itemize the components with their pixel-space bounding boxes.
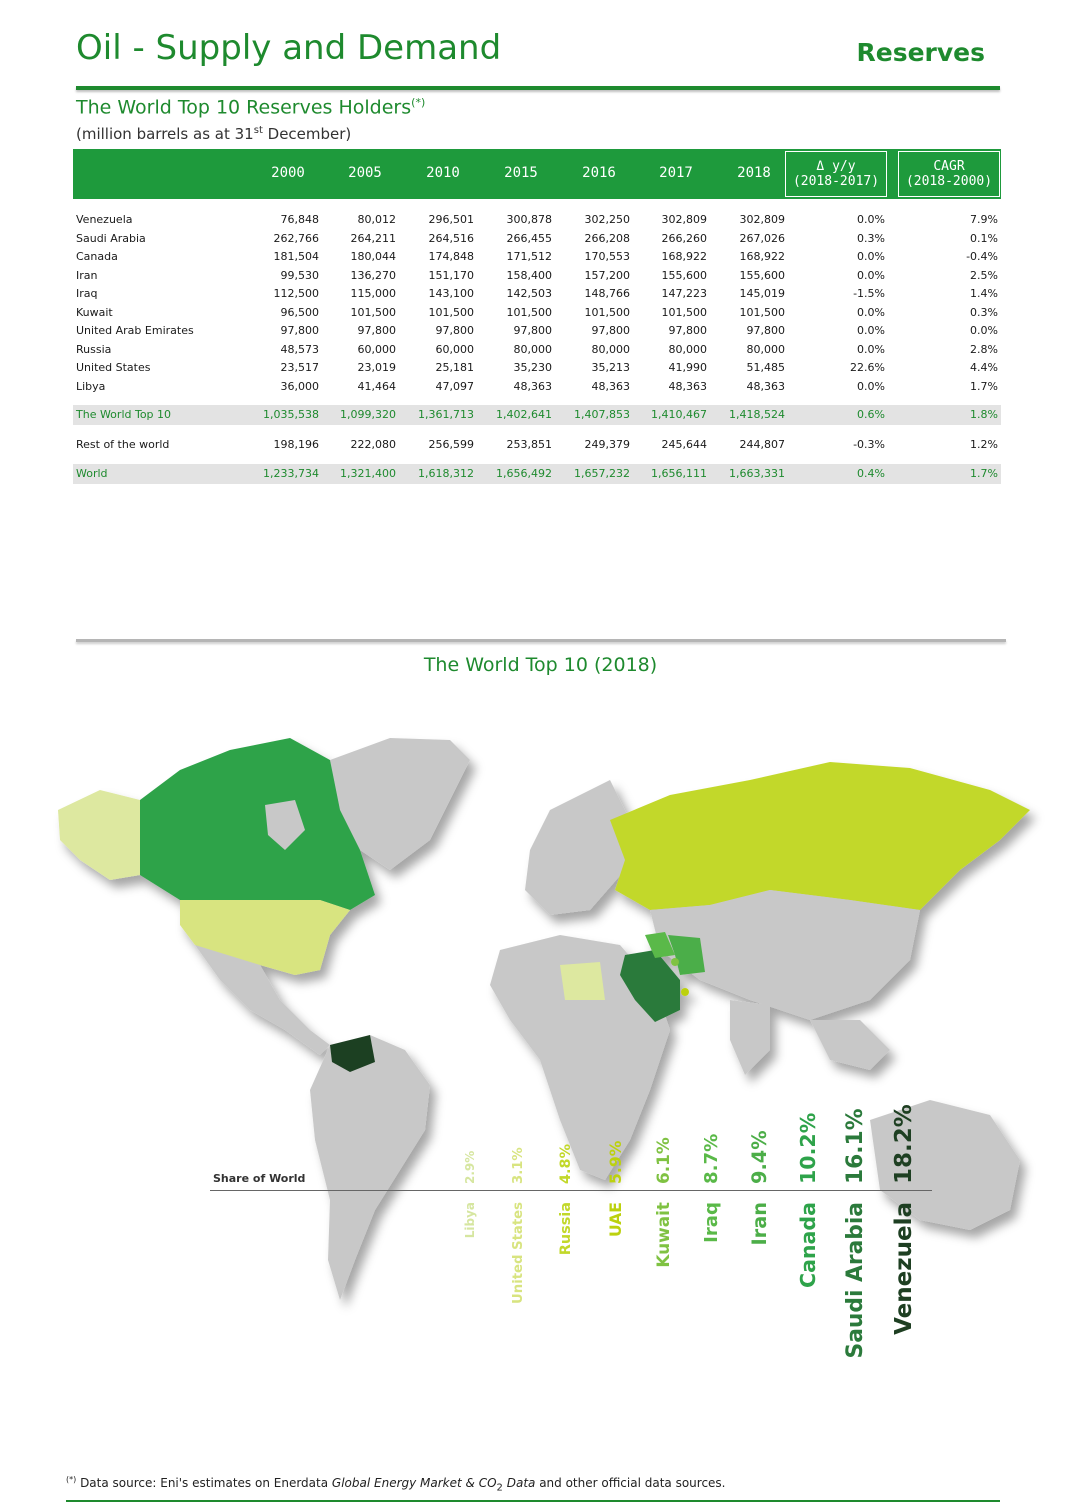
row-cagr: 2.8% xyxy=(970,342,998,356)
row-value: 80,000 xyxy=(746,342,785,356)
share-value: 5.9% xyxy=(605,1140,625,1184)
footnote-italic: Global Energy Market & CO xyxy=(331,1476,497,1490)
year-header: 2015 xyxy=(504,165,538,181)
row-value: 1,099,320 xyxy=(340,408,396,421)
row-delta: -1.5% xyxy=(853,287,885,300)
row-value: 48,573 xyxy=(280,342,319,356)
share-country: Saudi Arabia xyxy=(843,1202,868,1359)
southeast-asia-shape xyxy=(810,1020,890,1070)
table-row xyxy=(73,322,1001,340)
year-header: 2010 xyxy=(426,165,460,181)
row-value: 249,379 xyxy=(584,438,630,451)
year-header: 2018 xyxy=(737,165,771,181)
row-delta: 0.4% xyxy=(857,467,885,480)
row-value: 264,516 xyxy=(428,231,474,245)
south-america-shape xyxy=(310,1035,430,1300)
share-country: Venezuela xyxy=(890,1202,917,1335)
share-country: Iraq xyxy=(700,1202,722,1243)
row-value: 76,848 xyxy=(280,213,319,226)
footnote-text-a: Data source: Eni's estimates on Enerdata xyxy=(76,1476,332,1490)
row-name: Russia xyxy=(76,342,112,356)
page-title: Oil - Supply and Demand xyxy=(76,28,502,68)
row-value: 115,000 xyxy=(350,287,396,300)
row-name: The World Top 10 xyxy=(76,408,172,421)
share-country: Canada xyxy=(795,1202,820,1289)
row-delta: 22.6% xyxy=(850,361,885,374)
table-row xyxy=(73,248,1001,266)
table-row xyxy=(73,230,1001,248)
row-name: Rest of the world xyxy=(76,438,170,451)
kuwait-shape xyxy=(671,958,679,966)
row-value: 244,807 xyxy=(739,438,785,451)
row-value: 245,644 xyxy=(661,438,707,451)
row-value: 266,260 xyxy=(661,231,707,245)
cagr-header-line2: (2018-2000) xyxy=(905,174,993,189)
row-value: 60,000 xyxy=(357,342,396,356)
footnote xyxy=(66,1475,726,1493)
row-cagr: 2.5% xyxy=(970,268,998,282)
year-header: 2005 xyxy=(348,165,382,181)
row-value: 302,250 xyxy=(584,213,630,226)
row-value: 1,657,232 xyxy=(574,467,630,480)
row-value: 1,618,312 xyxy=(418,467,474,480)
delta-header-line1: Δ y/y xyxy=(816,159,856,174)
units-suffix: December) xyxy=(262,125,352,143)
share-value: 2.9% xyxy=(463,1150,477,1184)
row-value: 168,922 xyxy=(661,250,707,263)
share-country: United States xyxy=(510,1202,526,1304)
share-value: 10.2% xyxy=(795,1112,820,1184)
row-value: 41,464 xyxy=(357,379,396,393)
share-value: 9.4% xyxy=(748,1130,771,1184)
row-delta: 0.0% xyxy=(857,250,885,263)
row-value: 97,800 xyxy=(591,324,630,337)
year-header: 2000 xyxy=(271,165,305,181)
row-value: 35,230 xyxy=(513,361,552,374)
cagr-header-line1: CAGR xyxy=(933,159,965,174)
row-value: 168,922 xyxy=(739,250,785,263)
row-name: Libya xyxy=(76,379,106,393)
row-name: United Arab Emirates xyxy=(76,324,194,337)
row-value: 80,012 xyxy=(357,213,396,226)
alaska-shape xyxy=(58,790,140,880)
row-value: 296,501 xyxy=(428,213,474,226)
row-value: 80,000 xyxy=(591,342,630,356)
row-cagr: 0.3% xyxy=(970,305,998,319)
header-rule xyxy=(76,86,1000,90)
libya-shape xyxy=(560,962,605,1000)
row-value: 302,809 xyxy=(739,213,785,226)
table-title xyxy=(76,96,425,118)
row-value: 157,200 xyxy=(584,268,630,282)
row-cagr: -0.4% xyxy=(966,250,998,263)
row-value: 256,599 xyxy=(428,438,474,451)
map-title: The World Top 10 (2018) xyxy=(423,654,658,676)
year-header: 2017 xyxy=(659,165,693,181)
row-value: 1,361,713 xyxy=(418,408,474,421)
row-cagr: 1.7% xyxy=(970,379,998,393)
row-cagr: 1.4% xyxy=(970,287,998,300)
row-delta: 0.6% xyxy=(857,408,885,421)
footnote-italic2: Data xyxy=(502,1476,536,1490)
table-row xyxy=(73,464,1001,484)
row-cagr: 0.0% xyxy=(970,324,998,337)
row-value: 155,600 xyxy=(739,268,785,282)
row-value: 1,233,734 xyxy=(263,467,319,480)
row-delta: 0.0% xyxy=(857,268,885,282)
row-cagr: 4.4% xyxy=(970,361,998,374)
row-value: 23,517 xyxy=(280,361,319,374)
row-value: 1,321,400 xyxy=(340,467,396,480)
row-value: 1,418,524 xyxy=(729,408,785,421)
row-value: 97,800 xyxy=(435,324,474,337)
row-value: 1,656,111 xyxy=(651,467,707,480)
row-name: Canada xyxy=(76,250,118,263)
row-value: 51,485 xyxy=(746,361,785,374)
row-value: 48,363 xyxy=(513,379,552,393)
row-cagr: 1.7% xyxy=(970,467,998,480)
row-value: 142,503 xyxy=(506,287,552,300)
section-label: Reserves xyxy=(856,38,985,67)
share-country: Kuwait xyxy=(653,1202,673,1268)
row-value: 181,504 xyxy=(273,250,319,263)
share-country: UAE xyxy=(605,1202,625,1238)
share-axis-line xyxy=(210,1190,932,1191)
row-value: 267,026 xyxy=(739,231,785,245)
row-value: 198,196 xyxy=(273,438,319,451)
row-value: 148,766 xyxy=(584,287,630,300)
row-value: 101,500 xyxy=(350,305,396,319)
table-row xyxy=(73,436,1001,454)
share-country: Russia xyxy=(558,1202,574,1256)
row-value: 48,363 xyxy=(746,379,785,393)
row-value: 266,208 xyxy=(584,231,630,245)
table-row xyxy=(73,211,1001,229)
row-value: 155,600 xyxy=(661,268,707,282)
footnote-sub: 2 xyxy=(496,1482,503,1494)
row-value: 97,800 xyxy=(357,324,396,337)
row-name: World xyxy=(76,467,108,480)
uae-shape xyxy=(681,988,689,996)
row-name: Iran xyxy=(76,268,98,282)
share-value: 3.1% xyxy=(510,1147,526,1184)
row-value: 60,000 xyxy=(435,342,474,356)
row-value: 1,663,331 xyxy=(729,467,785,480)
row-value: 112,500 xyxy=(273,287,319,300)
russia-shape xyxy=(610,762,1030,910)
delta-header-line2: (2018-2017) xyxy=(792,174,880,189)
row-value: 101,500 xyxy=(506,305,552,319)
row-value: 143,100 xyxy=(428,287,474,300)
share-value: 8.7% xyxy=(700,1133,722,1184)
row-value: 96,500 xyxy=(280,305,319,319)
table-row xyxy=(73,304,1001,322)
row-value: 97,800 xyxy=(280,324,319,337)
row-value: 99,530 xyxy=(280,268,319,282)
row-cagr: 1.2% xyxy=(970,438,998,451)
row-value: 48,363 xyxy=(668,379,707,393)
share-value: 6.1% xyxy=(653,1137,673,1184)
share-value: 18.2% xyxy=(890,1104,917,1184)
table-row xyxy=(73,405,1001,425)
share-of-world-label: Share of World xyxy=(213,1172,306,1185)
row-value: 1,407,853 xyxy=(574,408,630,421)
row-delta: 0.0% xyxy=(857,213,885,226)
row-value: 101,500 xyxy=(661,305,707,319)
row-delta: 0.0% xyxy=(857,305,885,319)
footer-rule xyxy=(66,1500,1000,1502)
table-row xyxy=(73,341,1001,359)
row-name: Saudi Arabia xyxy=(76,231,146,245)
units-sup: st xyxy=(253,125,263,136)
row-value: 97,800 xyxy=(513,324,552,337)
row-value: 47,097 xyxy=(435,379,474,393)
row-value: 1,035,538 xyxy=(263,408,319,421)
row-cagr: 1.8% xyxy=(970,408,998,421)
row-value: 180,044 xyxy=(350,250,396,263)
row-value: 1,410,467 xyxy=(651,408,707,421)
table-row xyxy=(73,359,1001,377)
row-value: 1,402,641 xyxy=(496,408,552,421)
row-value: 222,080 xyxy=(350,438,396,451)
row-value: 80,000 xyxy=(668,342,707,356)
row-value: 136,270 xyxy=(350,268,396,282)
share-value: 16.1% xyxy=(843,1108,868,1184)
row-value: 80,000 xyxy=(513,342,552,356)
row-value: 171,512 xyxy=(506,250,552,263)
row-delta: 0.0% xyxy=(857,342,885,356)
row-value: 36,000 xyxy=(280,379,319,393)
table-row xyxy=(73,378,1001,396)
row-value: 151,170 xyxy=(428,268,474,282)
row-value: 262,766 xyxy=(273,231,319,245)
section-rule xyxy=(76,639,1006,642)
table-title-text: The World Top 10 Reserves Holders xyxy=(76,96,412,119)
table-title-marker: (*) xyxy=(411,96,426,109)
share-country: Iran xyxy=(748,1202,771,1246)
row-value: 266,455 xyxy=(506,231,552,245)
row-cagr: 0.1% xyxy=(970,231,998,245)
share-value: 4.8% xyxy=(558,1143,574,1184)
row-value: 147,223 xyxy=(661,287,707,300)
row-value: 101,500 xyxy=(584,305,630,319)
row-delta: -0.3% xyxy=(853,438,885,451)
row-delta: 0.0% xyxy=(857,324,885,337)
row-value: 170,553 xyxy=(584,250,630,263)
row-cagr: 7.9% xyxy=(970,213,998,226)
table-row xyxy=(73,285,1001,303)
row-value: 41,990 xyxy=(668,361,707,374)
row-name: Kuwait xyxy=(76,305,113,319)
row-value: 97,800 xyxy=(746,324,785,337)
cagr-header xyxy=(898,151,1000,197)
row-value: 174,848 xyxy=(428,250,474,263)
row-name: Venezuela xyxy=(76,213,133,226)
row-value: 23,019 xyxy=(357,361,396,374)
row-value: 35,213 xyxy=(591,361,630,374)
usa-shape xyxy=(180,900,350,975)
row-value: 302,809 xyxy=(661,213,707,226)
row-value: 145,019 xyxy=(739,287,785,300)
row-value: 253,851 xyxy=(506,438,552,451)
europe-shape xyxy=(525,780,630,915)
delta-header xyxy=(785,151,887,197)
row-name: United States xyxy=(76,361,151,374)
row-name: Iraq xyxy=(76,287,98,300)
table-units xyxy=(76,125,351,143)
footnote-text-b: and other official data sources. xyxy=(535,1476,726,1490)
row-value: 101,500 xyxy=(428,305,474,319)
row-value: 1,656,492 xyxy=(496,467,552,480)
year-header: 2016 xyxy=(582,165,616,181)
row-value: 300,878 xyxy=(506,213,552,226)
row-value: 97,800 xyxy=(668,324,707,337)
units-prefix: (million barrels as at 31 xyxy=(76,125,254,143)
table-header xyxy=(73,149,1001,199)
row-value: 48,363 xyxy=(591,379,630,393)
row-value: 101,500 xyxy=(739,305,785,319)
row-value: 25,181 xyxy=(435,361,474,374)
table-row xyxy=(73,267,1001,285)
row-delta: 0.3% xyxy=(857,231,885,245)
india-shape xyxy=(730,1000,770,1075)
row-delta: 0.0% xyxy=(857,379,885,393)
share-country: Libya xyxy=(463,1202,477,1239)
footnote-marker: (*) xyxy=(66,1475,77,1484)
row-value: 264,211 xyxy=(350,231,396,245)
row-value: 158,400 xyxy=(506,268,552,282)
